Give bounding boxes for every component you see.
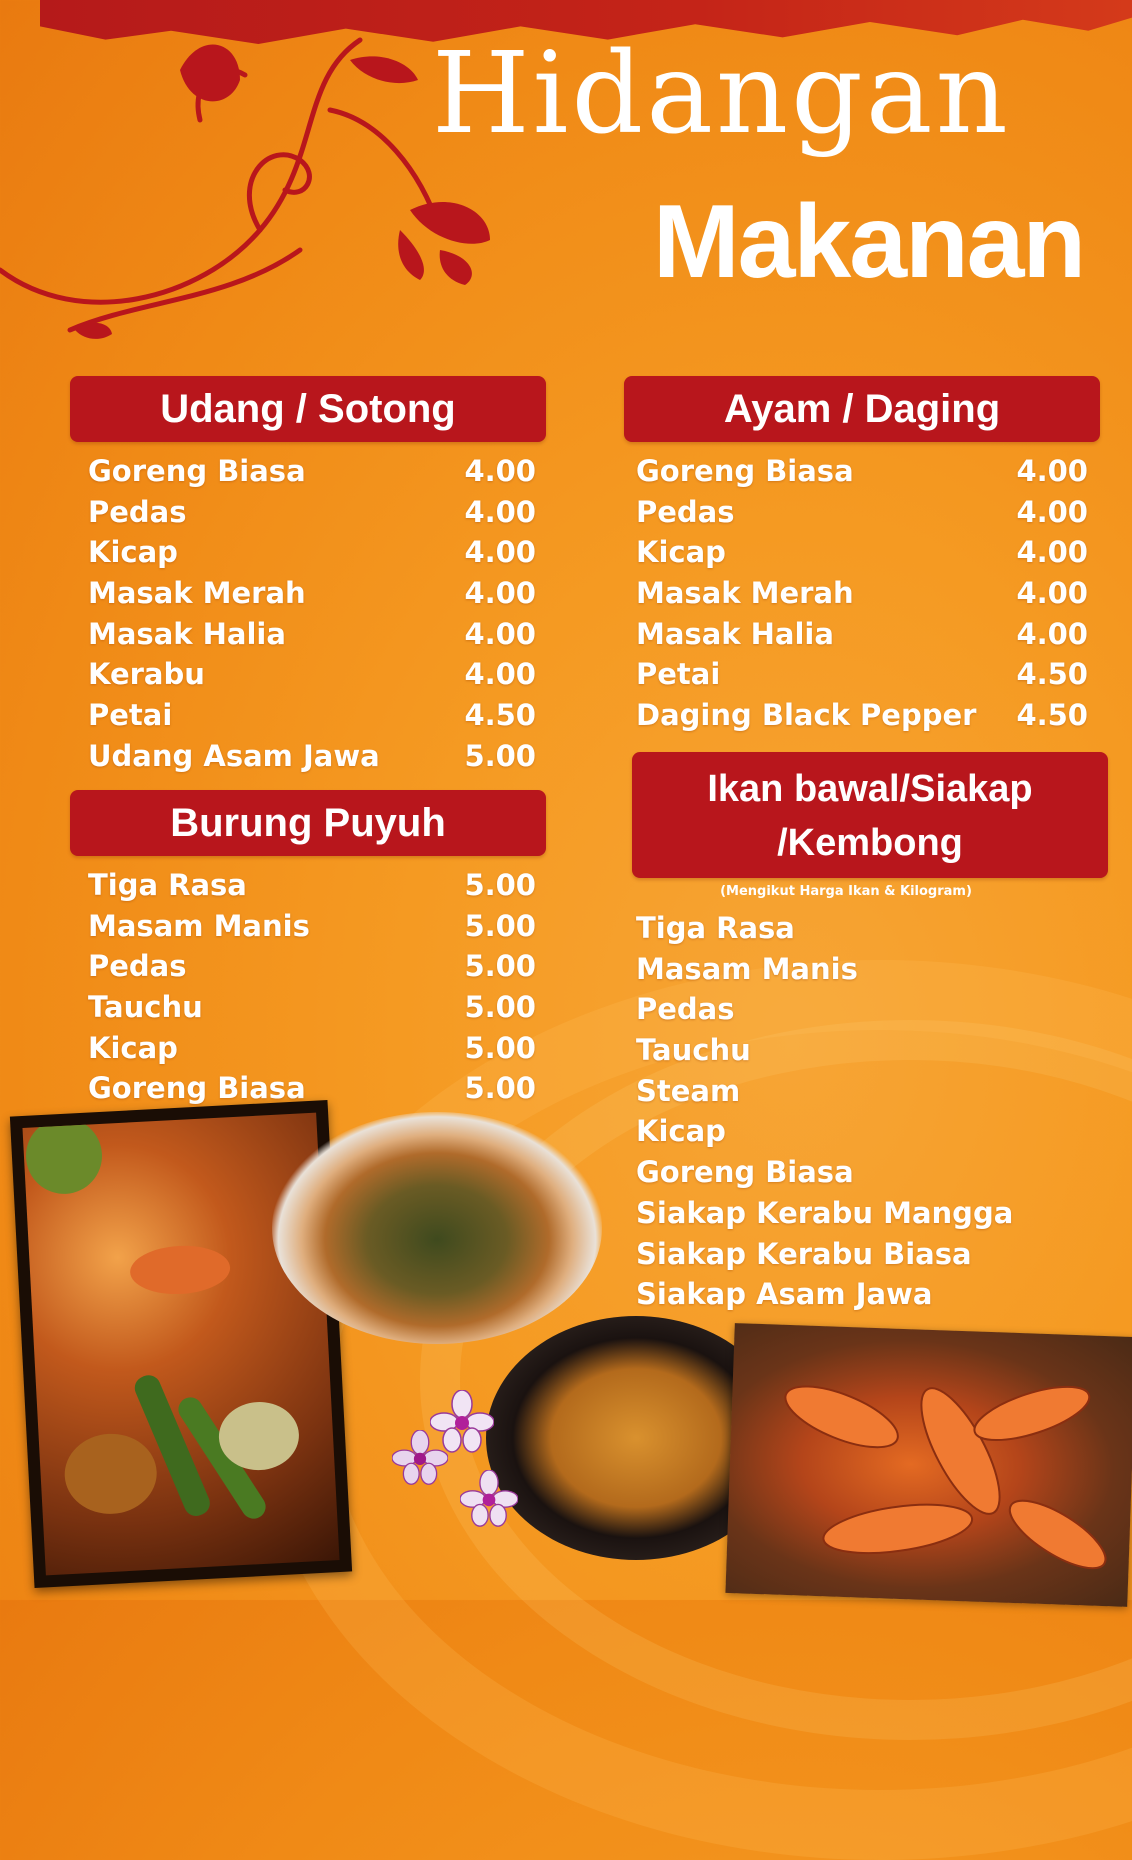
- menu-list-ayam-daging: [636, 451, 1088, 736]
- title-bold: Makanan: [652, 184, 1084, 300]
- item-name: Tiga Rasa: [88, 868, 247, 902]
- item-name: Kicap: [636, 535, 726, 570]
- item-price: 4.00: [464, 454, 536, 488]
- item-name: Kicap: [88, 1030, 178, 1065]
- menu-item: [636, 1234, 1076, 1275]
- price-note: (Mengikut Harga Ikan & Kilogram): [720, 884, 972, 899]
- category-title-line1: Ikan bawal/Siakap: [707, 768, 1033, 810]
- menu-item: [636, 573, 1088, 614]
- item-name: Masak Halia: [636, 616, 834, 651]
- menu-item: [88, 614, 536, 655]
- item-price: 4.00: [1016, 616, 1088, 651]
- menu-item: [88, 736, 536, 777]
- menu-item: [636, 1274, 1076, 1315]
- menu-item: [88, 906, 536, 947]
- item-name: Masam Manis: [88, 908, 310, 943]
- menu-item: [636, 908, 1076, 949]
- category-title-line2: /Kembong: [777, 822, 963, 864]
- item-name: Tiga Rasa: [636, 911, 795, 945]
- menu-item: [636, 1030, 1076, 1071]
- item-price: 4.00: [1016, 576, 1088, 611]
- item-price: 4.00: [464, 535, 536, 570]
- item-name: Goreng Biasa: [636, 1155, 854, 1190]
- item-price: 4.00: [1016, 535, 1088, 570]
- item-price: 4.50: [1016, 657, 1088, 692]
- item-name: Udang Asam Jawa: [88, 738, 380, 773]
- item-price: 4.50: [1016, 698, 1088, 733]
- category-title: Ayam / Daging: [723, 387, 1001, 431]
- item-name: Kicap: [636, 1114, 726, 1149]
- menu-item: [88, 987, 536, 1028]
- orchid-flower-icon: [392, 1430, 448, 1486]
- menu-item: [88, 573, 536, 614]
- item-price: 4.00: [464, 616, 536, 651]
- item-name: Masak Merah: [636, 576, 854, 611]
- item-name: Kerabu: [88, 657, 205, 692]
- menu-item: [88, 492, 536, 533]
- item-price: 4.00: [1016, 494, 1088, 529]
- item-name: Goreng Biasa: [88, 454, 306, 488]
- item-price: 4.00: [464, 576, 536, 611]
- menu-item: [88, 695, 536, 736]
- menu-item: [636, 451, 1088, 492]
- item-price: 5.00: [464, 1030, 536, 1065]
- menu-item: [636, 1071, 1076, 1112]
- orchid-flower-icon: [460, 1470, 518, 1528]
- menu-item: [636, 1152, 1076, 1193]
- menu-item: [88, 451, 536, 492]
- item-name: Petai: [88, 698, 173, 733]
- menu-item: [636, 654, 1088, 695]
- item-name: Siakap Kerabu Mangga: [636, 1195, 1014, 1230]
- item-name: Masak Merah: [88, 576, 306, 611]
- menu-item: [88, 532, 536, 573]
- item-price: 5.00: [464, 949, 536, 984]
- menu-item: [636, 949, 1076, 990]
- menu-item: [636, 492, 1088, 533]
- item-name: Petai: [636, 657, 721, 692]
- menu-item: [88, 865, 536, 906]
- category-header-ikan: [632, 752, 1108, 878]
- item-name: Pedas: [636, 494, 735, 529]
- item-price: 5.00: [464, 1071, 536, 1106]
- item-name: Daging Black Pepper: [636, 698, 977, 733]
- item-price: 5.00: [464, 868, 536, 902]
- item-name: Kicap: [88, 535, 178, 570]
- menu-item: [88, 1028, 536, 1069]
- item-name: Pedas: [636, 992, 735, 1027]
- item-name: Tauchu: [88, 990, 203, 1025]
- item-name: Steam: [636, 1073, 741, 1108]
- item-price: 5.00: [464, 738, 536, 773]
- category-header-udang-sotong: [70, 376, 546, 442]
- title-script: Hidangan: [432, 29, 1011, 159]
- category-title: Burung Puyuh: [170, 801, 446, 845]
- item-name: Siakap Kerabu Biasa: [636, 1236, 972, 1271]
- menu-list-burung-puyuh: [88, 865, 536, 1109]
- menu-item: [636, 695, 1088, 736]
- menu-item: [88, 654, 536, 695]
- menu-item: [636, 1111, 1076, 1152]
- menu-list-udang-sotong: [88, 451, 536, 777]
- category-header-burung-puyuh: [70, 790, 546, 856]
- menu-item: [636, 532, 1088, 573]
- menu-list-ikan: [636, 908, 1076, 1315]
- item-name: Goreng Biasa: [88, 1071, 306, 1106]
- item-name: Masak Halia: [88, 616, 286, 651]
- item-name: Tauchu: [636, 1033, 751, 1068]
- item-name: Masam Manis: [636, 951, 858, 986]
- menu-item: [636, 989, 1076, 1030]
- item-price: 4.50: [464, 698, 536, 733]
- item-name: Pedas: [88, 494, 187, 529]
- item-price: 4.00: [464, 657, 536, 692]
- item-name: Siakap Asam Jawa: [636, 1277, 933, 1312]
- menu-item: [636, 1193, 1076, 1234]
- item-name: Pedas: [88, 949, 187, 984]
- item-price: 4.00: [1016, 454, 1088, 488]
- food-photo-prawns: [725, 1323, 1132, 1607]
- item-price: 5.00: [464, 990, 536, 1025]
- category-header-ayam-daging: [624, 376, 1100, 442]
- item-price: 4.00: [464, 494, 536, 529]
- category-title: Udang / Sotong: [160, 387, 456, 431]
- item-price: 5.00: [464, 908, 536, 943]
- item-name: Goreng Biasa: [636, 454, 854, 488]
- menu-item: [636, 614, 1088, 655]
- food-photo-claypot: [272, 1112, 602, 1344]
- prawns-illustration: [725, 1323, 1132, 1607]
- menu-item: [88, 946, 536, 987]
